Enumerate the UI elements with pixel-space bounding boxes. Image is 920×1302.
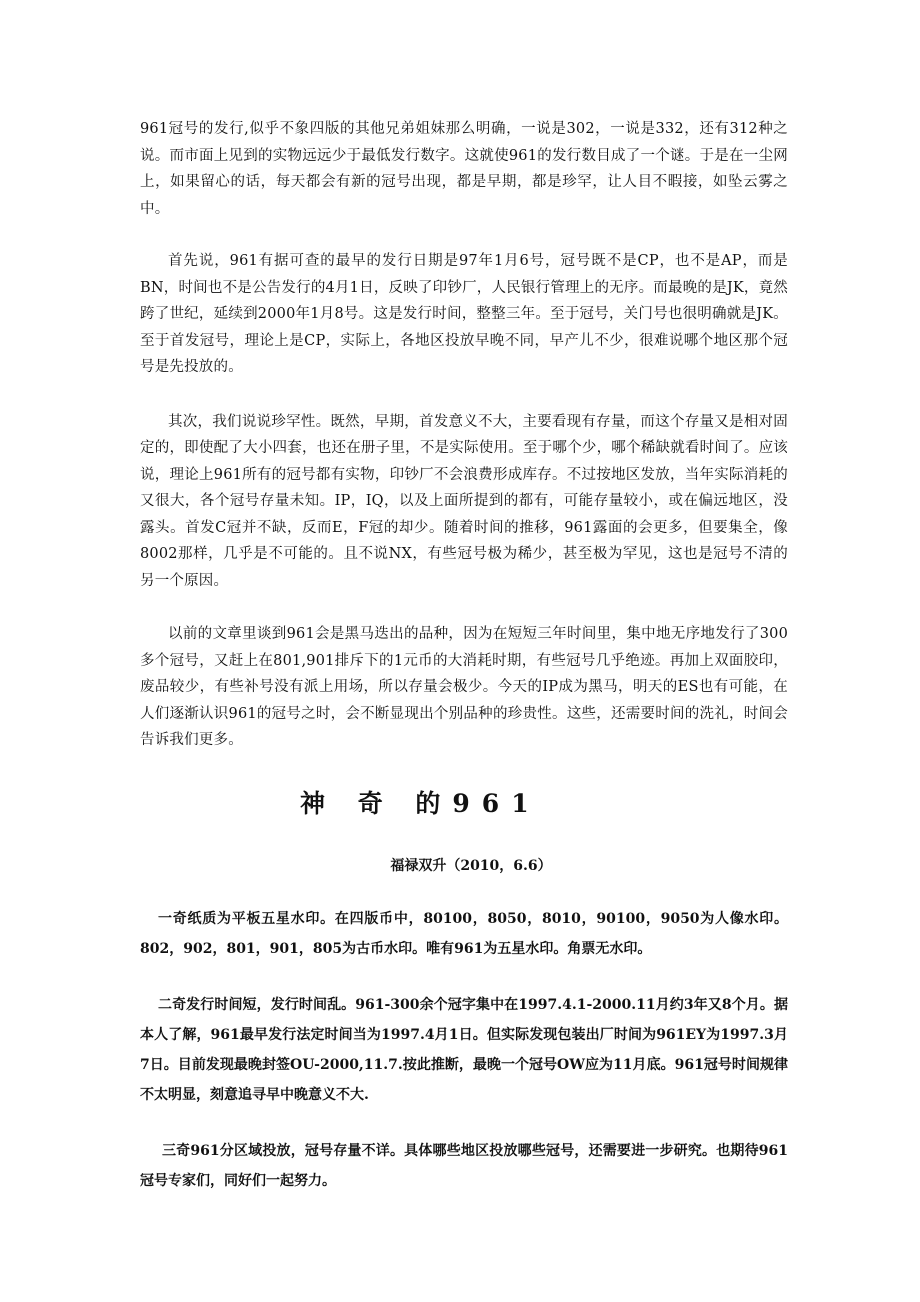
- article-paragraph-2: 首先说，961有据可查的最早的发行日期是97年1月6号，冠号既不是CP，也不是AP，而是BN，时间也不是公告发行的4月1日，反映了印钞厂，人民银行管理上的无序。而最晚的是JK，竟然跨了世纪，延续到2000年1月8号。这是发行时间，整整三年。至于冠号，关门号也很明确就是JK。至于首发冠号，理论上是CP，实际上，各地区投放早晚不同，早产儿不少，很难说哪个地区那个冠号是先投放的。: [140, 253, 788, 375]
- section-paragraph-1: 一奇纸质为平板五星水印。在四版币中，80100，8050，8010，90100，9050为人像水印。802，902，801，901，805为古币水印。唯有961为五星水印。角票无水印。: [140, 910, 788, 957]
- section-title: 神 奇 的961: [300, 788, 541, 818]
- section-byline: 福禄双升（2010，6.6）: [390, 857, 552, 874]
- article-paragraph-1: 961冠号的发行,似乎不象四版的其他兄弟姐妹那么明确，一说是302，一说是332，还有312种之说。而市面上见到的实物远远少于最低发行数字。这就使961的发行数目成了一个谜。于是在一尘网上，如果留心的话，每天都会有新的冠号出现，都是早期，都是珍罕，让人目不暇接，如坠云雾之中。: [140, 121, 788, 217]
- article-paragraph-4: 以前的文章里谈到961会是黑马迭出的品种，因为在短短三年时间里，集中地无序地发行了300多个冠号，又赶上在801,901排斥下的1元币的大消耗时期，有些冠号几乎绝迹。再加上双面胶印，废品较少，有些补号没有派上用场，所以存量会极少。今天的IP成为黑马，明天的ES也有可能，在人们逐渐认识961的冠号之时，会不断显现出个别品种的珍贵性。这些，还需要时间的洗礼，时间会告诉我们更多。: [140, 626, 788, 748]
- article-paragraph-3: 其次，我们说说珍罕性。既然，早期，首发意义不大，主要看现有存量，而这个存量又是相对固定的，即使配了大小四套，也还在册子里，不是实际使用。至于哪个少，哪个稀缺就看时间了。应该说，理论上961所有的冠号都有实物，印钞厂不会浪费形成库存。不过按地区发放，当年实际消耗的又很大，各个冠号存量未知。IP，IQ，以及上面所提到的都有，可能存量较小，或在偏远地区，没露头。首发C冠并不缺，反而E，F冠的却少。随着时间的推移，961露面的会更多，但要集全，像8002那样，几乎是不可能的。且不说NX，有些冠号极为稀少，甚至极为罕见，这也是冠号不清的另一个原因。: [140, 413, 788, 589]
- section-paragraph-3: 三奇961分区域投放，冠号存量不详。具体哪些地区投放哪些冠号，还需要进一步研究。也期待961冠号专家们，同好们一起努力。: [140, 1142, 788, 1189]
- section-paragraph-2: 二奇发行时间短，发行时间乱。961-300余个冠字集中在1997.4.1-2000.11月约3年又8个月。据本人了解，961最早发行法定时间当为1997.4月1日。但实际发现包装出厂时间为961EY为1997.3月7日。目前发现最晚封签OU-2000,11.7.按此推断，最晚一个冠号OW应为11月底。961冠号时间规律不太明显，刻意追寻早中晚意义不大.: [140, 996, 788, 1103]
- document-page: [140, 116, 788, 1196]
